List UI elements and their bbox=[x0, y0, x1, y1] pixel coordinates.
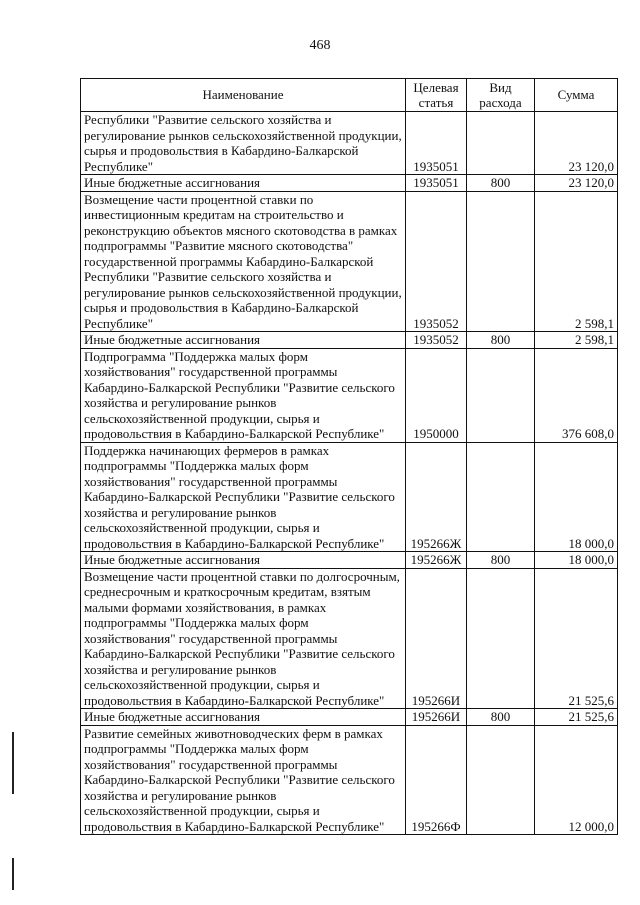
row-name: Иные бюджетные ассигнования bbox=[81, 175, 406, 192]
table-header-row bbox=[81, 79, 618, 112]
table-row bbox=[81, 568, 618, 709]
row-code: 1935051 bbox=[406, 175, 467, 192]
row-name: Возмещение части процентной ставки по долгосрочным, среднесрочным и краткосрочным кредитам, взятым малыми формами хозяйствования, в рамках подпрограммы "Поддержка малых форм хозяйствования" государственной программы Кабардино-Балкарской Республики "Развитие сельского хозяйства и регулирование рынков сельскохозяйственной продукции, сырья и продовольствия в Кабардино-Балкарской Республике" bbox=[81, 568, 406, 709]
row-code: 1935052 bbox=[406, 191, 467, 332]
row-type: 800 bbox=[467, 709, 535, 726]
header-sum: Сумма bbox=[535, 79, 618, 112]
row-type bbox=[467, 442, 535, 552]
table-row bbox=[81, 552, 618, 569]
row-type: 800 bbox=[467, 552, 535, 569]
row-name: Иные бюджетные ассигнования bbox=[81, 709, 406, 726]
row-sum: 23 120,0 bbox=[535, 175, 618, 192]
row-code: 195266И bbox=[406, 709, 467, 726]
row-code: 195266Ж bbox=[406, 552, 467, 569]
row-name: Поддержка начинающих фермеров в рамках подпрограммы "Поддержка малых форм хозяйствования" государственной программы Кабардино-Балкарской Республики "Развитие сельского хозяйства и регулирование рынков сельскохозяйственной продукции, сырья и продовольствия в Кабардино-Балкарской Республике" bbox=[81, 442, 406, 552]
scan-margin-mark bbox=[12, 858, 14, 890]
table-row bbox=[81, 332, 618, 349]
table-row bbox=[81, 191, 618, 332]
page-number: 468 bbox=[309, 38, 331, 53]
row-type bbox=[467, 191, 535, 332]
row-sum: 18 000,0 bbox=[535, 442, 618, 552]
row-code: 1950000 bbox=[406, 348, 467, 442]
table-row bbox=[81, 112, 618, 175]
row-name: Республики "Развитие сельского хозяйства и регулирование рынков сельскохозяйственной продукции, сырья и продовольствия в Кабардино-Балкарской Республике" bbox=[81, 112, 406, 175]
row-type: 800 bbox=[467, 175, 535, 192]
row-name: Иные бюджетные ассигнования bbox=[81, 332, 406, 349]
table-row bbox=[81, 709, 618, 726]
table-row bbox=[81, 442, 618, 552]
header-code: Целевая статья bbox=[406, 79, 467, 112]
budget-table bbox=[80, 78, 618, 835]
row-sum: 2 598,1 bbox=[535, 332, 618, 349]
row-name: Подпрограмма "Поддержка малых форм хозяйствования" государственной программы Кабардино-Балкарской Республики "Развитие сельского хозяйства и регулирование рынков сельскохозяйственной продукции, сырья и продовольствия в Кабардино-Балкарской Республике" bbox=[81, 348, 406, 442]
row-type bbox=[467, 112, 535, 175]
row-code: 1935052 bbox=[406, 332, 467, 349]
row-sum: 18 000,0 bbox=[535, 552, 618, 569]
row-name: Возмещение части процентной ставки по инвестиционным кредитам на строительство и реконструкцию объектов мясного скотоводства в рамках подпрограммы "Развитие мясного скотоводства" государственной программы Кабардино-Балкарской Республики "Развитие сельского хозяйства и регулирование рынков сельскохозяйственной продукции, сырья и продовольствия в Кабардино-Балкарской Республике" bbox=[81, 191, 406, 332]
row-type bbox=[467, 568, 535, 709]
row-sum: 21 525,6 bbox=[535, 709, 618, 726]
row-sum: 2 598,1 bbox=[535, 191, 618, 332]
row-name: Иные бюджетные ассигнования bbox=[81, 552, 406, 569]
row-sum: 376 608,0 bbox=[535, 348, 618, 442]
table-row bbox=[81, 348, 618, 442]
row-type bbox=[467, 725, 535, 835]
header-type: Вид расхода bbox=[467, 79, 535, 112]
row-sum: 12 000,0 bbox=[535, 725, 618, 835]
row-code: 1935051 bbox=[406, 112, 467, 175]
row-sum: 23 120,0 bbox=[535, 112, 618, 175]
row-code: 195266Ж bbox=[406, 442, 467, 552]
row-code: 195266Ф bbox=[406, 725, 467, 835]
row-name: Развитие семейных животноводческих ферм в рамках подпрограммы "Поддержка малых форм хозяйствования" государственной программы Кабардино-Балкарской Республики "Развитие сельского хозяйства и регулирование рынков сельскохозяйственной продукции, сырья и продовольствия в Кабардино-Балкарской Республике" bbox=[81, 725, 406, 835]
scan-margin-mark bbox=[12, 732, 14, 794]
row-sum: 21 525,6 bbox=[535, 568, 618, 709]
header-name: Наименование bbox=[81, 79, 406, 112]
row-type: 800 bbox=[467, 332, 535, 349]
row-type bbox=[467, 348, 535, 442]
table-row bbox=[81, 725, 618, 835]
row-code: 195266И bbox=[406, 568, 467, 709]
table-row bbox=[81, 175, 618, 192]
